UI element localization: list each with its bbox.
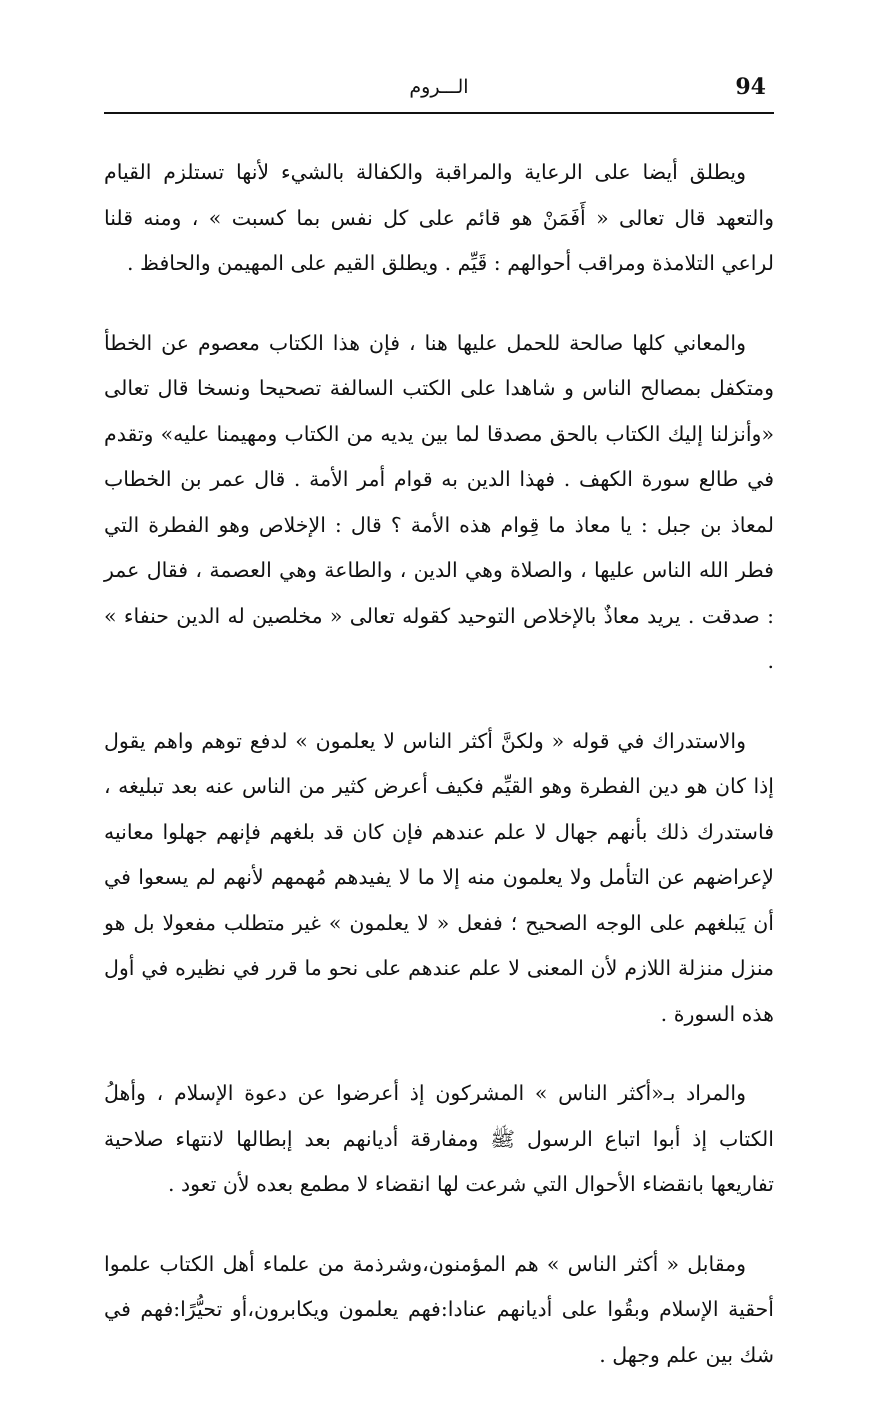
page-header [104,68,774,108]
paragraph-3: والاستدراك في قوله « ولكنَّ أكثر الناس لا يعلمون » لدفع توهم واهم يقول إذا كان هو دين الفطرة وهو القيِّم فكيف أعرض كثير من الناس عنه بعد تبليغه ، فاستدرك ذلك بأنهم جهال لا علم عندهم فإن كان قد بلغهم فإنهم جهلوا معانيه لإعراضهم عن التأمل ولا يعلمون منه إلا ما لا يفيدهم مُهمهم لأنهم لم يسعوا في أن يَبلغهم على الوجه الصحيح ؛ ففعل « لا يعلمون » غير متطلب مفعولا بل هو منزل منزلة اللازم لأن المعنى لا علم عندهم على نحو ما قرر في نظيره في أول هذه السورة . [104,728,774,1026]
paragraph-4: والمراد بـ«أكثر الناس » المشركون إذ أعرضوا عن دعوة الإسلام ، وأهلُ الكتاب إذ أبوا اتباع الرسول ﷺ ومفارقة أديانهم بعد إبطالها لانتهاء صلاحية تفاريعها بانقضاء الأحوال التي شرعت لها انقضاء لا مطمع بعده لأن تعود . [104,1081,774,1196]
paragraph-5: ومقابل « أكثر الناس » هم المؤمنون،وشرذمة من علماء أهل الكتاب علموا أحقية الإسلام وبقُوا على أديانهم عنادا:فهم يعلمون ويكابرون،أو تحيُّرًا:فهم في شك بين علم وجهل . [104,1251,774,1367]
paragraph-1: ويطلق أيضا على الرعاية والمراقبة والكفالة بالشيء لأنها تستلزم القيام والتعهد قال تعالى « أَفَمَنْ هو قائم على كل نفس بما كسبت » ، ومنه قلنا لراعي التلامذة ومراقب أحوالهم : قَيِّم . ويطلق القيم على المهيمن والحافظ . [104,160,774,275]
page-number: 94 [735,74,766,100]
page-body [104,150,774,1412]
paragraph-2: والمعاني كلها صالحة للحمل عليها هنا ، فإن هذا الكتاب معصوم عن الخطأ ومتكفل بمصالح الناس و شاهدا على الكتب السالفة تصحيحا ونسخا قال تعالى «وأنزلنا إليك الكتاب بالحق مصدقا لما بين يديه من الكتاب ومهيمنا عليه» وتقدم في طالع سورة الكهف . فهذا الدين به قوام أمر الأمة . قال عمر بن الخطاب لمعاذ بن جبل : يا معاذ ما قِوام هذه الأمة ؟ قال : الإخلاص وهو الفطرة التي فطر الله الناس عليها ، والصلاة وهي الدين ، والطاعة وهي العصمة ، فقال عمر : صدقت . يريد معاذٌ بالإخلاص التوحيد كقوله تعالى « مخلصين له الدين حنفاء » . [104,330,774,673]
surah-title: الـــروم [409,76,469,98]
header-divider [104,112,774,114]
